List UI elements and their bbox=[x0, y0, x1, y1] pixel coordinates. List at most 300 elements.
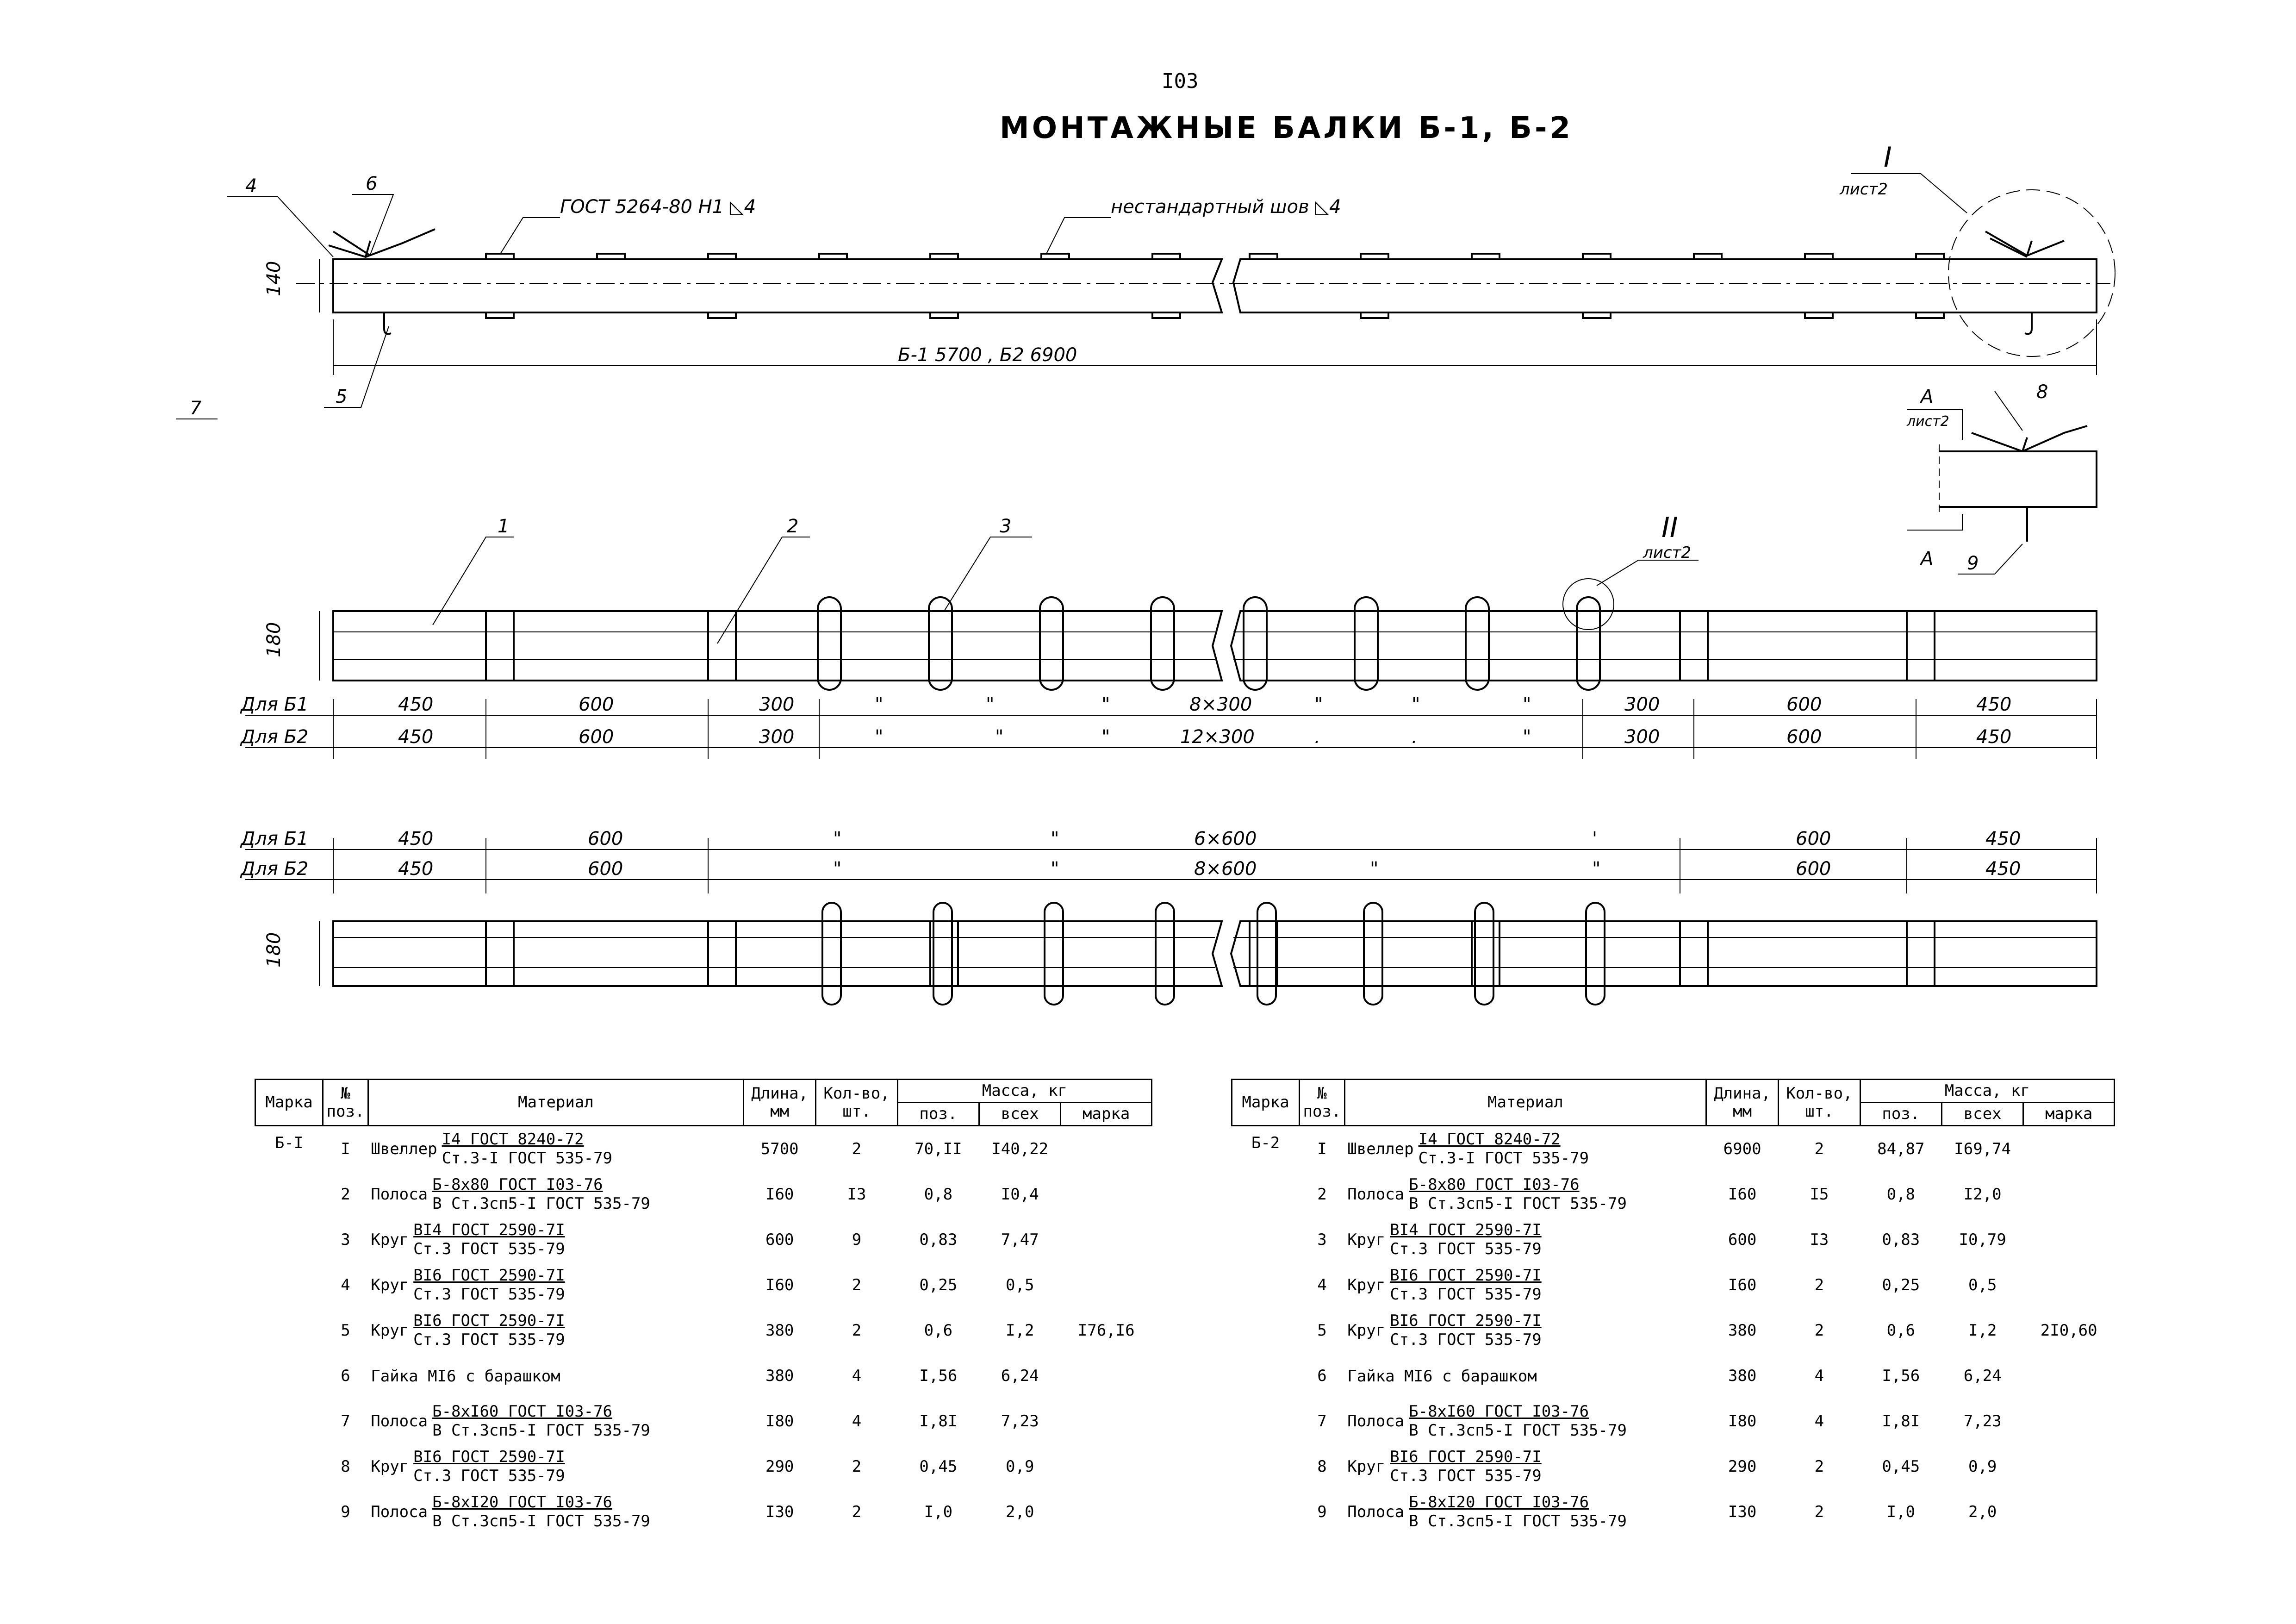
dim-ditto: " bbox=[986, 694, 995, 715]
material-name: Круг bbox=[371, 1276, 409, 1295]
mass-mark-cell bbox=[1061, 1399, 1152, 1444]
plate bbox=[1680, 921, 1708, 986]
col-qty: Кол-во, шт. bbox=[816, 1080, 897, 1126]
mark-cell: Б-I bbox=[274, 1134, 304, 1153]
mass-pos-cell: I,56 bbox=[919, 1367, 958, 1386]
dim-value: 450 bbox=[398, 726, 434, 748]
mass-mark-cell bbox=[1061, 1444, 1152, 1489]
pos-cell: 3 bbox=[1317, 1230, 1327, 1249]
qty-cell: I5 bbox=[1810, 1185, 1829, 1204]
col-mass-mark: марка bbox=[2023, 1103, 2115, 1126]
table-row bbox=[255, 1308, 1152, 1353]
qty-cell: 2 bbox=[852, 1140, 862, 1159]
pos-cell: 2 bbox=[1317, 1185, 1327, 1204]
qty-cell: 4 bbox=[852, 1412, 862, 1431]
material-profile: Б-8хI60 ГОСТ I03-76 bbox=[432, 1402, 613, 1421]
material-steel: Ст.3-I ГОСТ 535-79 bbox=[442, 1149, 613, 1168]
length-cell: 290 bbox=[765, 1457, 794, 1476]
material-profile: ВI6 ГОСТ 2590-7I bbox=[1390, 1448, 1542, 1467]
plate bbox=[1250, 921, 1277, 986]
material-cell bbox=[368, 1126, 743, 1172]
col-length: Длина, мм bbox=[1706, 1080, 1778, 1126]
pos-cell: 8 bbox=[1317, 1457, 1327, 1476]
material-steel: Ст.3 ГОСТ 535-79 bbox=[1390, 1330, 1542, 1349]
lifting-loop bbox=[822, 903, 841, 1005]
callout-9: 9 bbox=[1967, 553, 1979, 574]
pos-cell: 8 bbox=[341, 1457, 350, 1476]
material-profile: Б-8х80 ГОСТ I03-76 bbox=[432, 1175, 603, 1194]
section-arrow-label2: А bbox=[1921, 548, 1934, 569]
dim-ditto: " bbox=[1592, 858, 1601, 880]
mass-pos-cell: I,0 bbox=[924, 1503, 953, 1522]
mass-all-cell: 7,47 bbox=[1001, 1230, 1039, 1249]
mass-all-cell: 0,5 bbox=[1006, 1276, 1034, 1295]
material-profile: Б-8х80 ГОСТ I03-76 bbox=[1409, 1175, 1580, 1194]
detail-II-label: II bbox=[1661, 512, 1678, 544]
col-length: Длина, мм bbox=[744, 1080, 816, 1126]
material-name: Круг bbox=[371, 1321, 409, 1340]
material-profile: Б-8хI60 ГОСТ I03-76 bbox=[1409, 1402, 1589, 1421]
col-mark: Марка bbox=[255, 1080, 323, 1126]
qty-cell: 2 bbox=[852, 1276, 862, 1295]
plan-bottom-height-dim: 180 bbox=[263, 932, 285, 968]
material-cell bbox=[368, 1262, 743, 1308]
dim-ditto: " bbox=[1370, 858, 1379, 880]
material-cell bbox=[368, 1489, 743, 1535]
dim-value: 600 bbox=[1796, 858, 1831, 880]
mass-pos-cell: 0,45 bbox=[1882, 1457, 1920, 1476]
material-steel: В Ст.3сп5-I ГОСТ 535-79 bbox=[1409, 1421, 1627, 1440]
lifting-loop bbox=[1475, 903, 1493, 1005]
material-steel: В Ст.3сп5-I ГОСТ 535-79 bbox=[1409, 1194, 1627, 1213]
mass-all-cell: I0,4 bbox=[1001, 1185, 1039, 1204]
material-name: Гайка МI6 с барашком bbox=[371, 1367, 560, 1386]
callout-3: 3 bbox=[1000, 516, 1012, 537]
mass-mark-cell bbox=[1061, 1353, 1152, 1399]
col-mass-pos: поз. bbox=[897, 1103, 979, 1126]
lifting-loop bbox=[1156, 903, 1174, 1005]
pos-cell: 4 bbox=[1317, 1276, 1327, 1295]
dim-ditto: ' bbox=[1592, 828, 1597, 849]
material-name: Гайка МI6 с барашком bbox=[1347, 1367, 1537, 1386]
col-mass-mark: марка bbox=[1061, 1103, 1152, 1126]
mass-pos-cell: 0,25 bbox=[1882, 1276, 1920, 1295]
length-cell: 600 bbox=[1728, 1230, 1757, 1249]
dim-ditto: " bbox=[1523, 694, 1531, 715]
dim-value: 600 bbox=[1786, 694, 1822, 715]
material-name: Круг bbox=[1347, 1321, 1386, 1340]
mass-pos-cell: 84,87 bbox=[1877, 1140, 1925, 1159]
detail-I-sheet: лист2 bbox=[1840, 180, 1888, 199]
table-row bbox=[255, 1262, 1152, 1308]
dim-value: 8×300 bbox=[1189, 694, 1252, 715]
table-row bbox=[255, 1217, 1152, 1262]
length-cell: 6900 bbox=[1723, 1140, 1761, 1159]
pos-cell: 5 bbox=[1317, 1321, 1327, 1340]
material-name: Полоса bbox=[1347, 1185, 1405, 1204]
length-cell: I60 bbox=[765, 1276, 794, 1295]
dim-value: 600 bbox=[1786, 726, 1822, 748]
pos-cell: 6 bbox=[341, 1367, 350, 1386]
material-name: Круг bbox=[371, 1457, 409, 1476]
mass-all-cell: I2,0 bbox=[1963, 1185, 2002, 1204]
mass-mark-cell bbox=[2023, 1489, 2115, 1535]
dim-value: 450 bbox=[1985, 858, 2021, 880]
mass-mark-cell bbox=[1061, 1217, 1152, 1262]
length-cell: 5700 bbox=[760, 1140, 799, 1159]
qty-cell: 2 bbox=[852, 1503, 862, 1522]
table-row bbox=[1232, 1172, 2115, 1217]
lifting-loop bbox=[1045, 903, 1063, 1005]
material-name: Круг bbox=[1347, 1276, 1386, 1295]
mass-pos-cell: 0,45 bbox=[919, 1457, 958, 1476]
material-profile: ВI4 ГОСТ 2590-7I bbox=[413, 1221, 565, 1240]
pos-cell: 9 bbox=[1317, 1503, 1327, 1522]
pos-cell: 7 bbox=[1317, 1412, 1327, 1431]
table-row bbox=[255, 1172, 1152, 1217]
mass-mark-cell bbox=[2023, 1353, 2115, 1399]
mass-all-cell: 6,24 bbox=[1001, 1367, 1039, 1386]
dim-value: 600 bbox=[1796, 828, 1831, 849]
dim-value: 300 bbox=[1624, 726, 1660, 748]
spec-table-body bbox=[255, 1126, 1152, 1535]
mass-mark-cell bbox=[1061, 1262, 1152, 1308]
mass-all-cell: I69,74 bbox=[1954, 1140, 2011, 1159]
pos-cell: 4 bbox=[341, 1276, 350, 1295]
qty-cell: 4 bbox=[1814, 1367, 1824, 1386]
mass-mark-cell: 2I0,60 bbox=[2040, 1321, 2097, 1340]
material-profile: I4 ГОСТ 8240-72 bbox=[442, 1130, 584, 1149]
length-cell: I80 bbox=[765, 1412, 794, 1431]
plate bbox=[708, 611, 736, 681]
dim-ditto: " bbox=[875, 726, 884, 748]
plate bbox=[1907, 921, 1935, 986]
material-cell bbox=[1344, 1489, 1706, 1535]
dim-label-b1: Для Б1 bbox=[241, 828, 309, 849]
length-cell: I60 bbox=[1728, 1185, 1757, 1204]
wing-nut-left bbox=[329, 229, 435, 257]
length-cell: I80 bbox=[1728, 1412, 1757, 1431]
mass-mark-cell bbox=[1061, 1126, 1152, 1172]
material-profile: ВI6 ГОСТ 2590-7I bbox=[413, 1266, 565, 1285]
mass-all-cell: 0,9 bbox=[1968, 1457, 1997, 1476]
material-cell bbox=[1344, 1126, 1706, 1172]
col-material: Материал bbox=[368, 1080, 743, 1126]
dim-ditto: " bbox=[875, 694, 884, 715]
mass-all-cell: I0,79 bbox=[1959, 1230, 2006, 1249]
table-row bbox=[1232, 1308, 2115, 1353]
mass-mark-cell bbox=[1061, 1172, 1152, 1217]
callout-4: 4 bbox=[245, 175, 257, 197]
callout-7: 7 bbox=[190, 398, 202, 419]
mass-pos-cell: 0,8 bbox=[1886, 1185, 1916, 1204]
material-steel: Ст.3 ГОСТ 535-79 bbox=[1390, 1467, 1542, 1486]
material-steel: В Ст.3сп5-I ГОСТ 535-79 bbox=[432, 1421, 650, 1440]
dim-value: 600 bbox=[579, 694, 614, 715]
table-row bbox=[1232, 1353, 2115, 1399]
lifting-loop bbox=[933, 903, 952, 1005]
callout-5: 5 bbox=[336, 386, 348, 407]
pos-cell: I bbox=[1317, 1140, 1327, 1159]
material-name: Полоса bbox=[1347, 1412, 1405, 1431]
material-cell bbox=[1344, 1399, 1706, 1444]
dim-label-b2: Для Б2 bbox=[241, 858, 309, 880]
mass-mark-cell bbox=[2023, 1262, 2115, 1308]
spec-table-b2 bbox=[1231, 1079, 2115, 1535]
mark-cell: Б-2 bbox=[1251, 1134, 1280, 1153]
mass-pos-cell: 0,6 bbox=[924, 1321, 953, 1340]
material-cell bbox=[368, 1353, 743, 1399]
dim-value: 600 bbox=[588, 828, 623, 849]
elevation-length-dim: Б-1 5700 , Б2 6900 bbox=[898, 344, 1077, 366]
dim-label-b1: Для Б1 bbox=[241, 694, 309, 715]
mass-pos-cell: I,0 bbox=[1886, 1503, 1916, 1522]
material-profile: ВI4 ГОСТ 2590-7I bbox=[1390, 1221, 1542, 1240]
elevation-height-dim: 140 bbox=[263, 261, 285, 296]
material-cell bbox=[1344, 1353, 1706, 1399]
material-steel: В Ст.3сп5-I ГОСТ 535-79 bbox=[432, 1194, 650, 1213]
spec-table-body bbox=[1232, 1126, 2115, 1535]
mass-mark-cell bbox=[1061, 1489, 1152, 1535]
material-steel: В Ст.3сп5-I ГОСТ 535-79 bbox=[1409, 1512, 1627, 1531]
hook-right bbox=[2025, 312, 2032, 334]
qty-cell: I3 bbox=[847, 1185, 866, 1204]
plate bbox=[1907, 611, 1935, 681]
qty-cell: 2 bbox=[1814, 1276, 1824, 1295]
col-material: Материал bbox=[1344, 1080, 1706, 1126]
material-cell bbox=[368, 1217, 743, 1262]
dim-ditto: " bbox=[833, 828, 842, 849]
col-mass-all: всех bbox=[1942, 1103, 2023, 1126]
material-profile: ВI6 ГОСТ 2590-7I bbox=[1390, 1312, 1542, 1330]
plan-top-height-dim: 180 bbox=[263, 622, 285, 657]
mass-mark-cell: I76,I6 bbox=[1077, 1321, 1135, 1340]
qty-cell: 4 bbox=[852, 1367, 862, 1386]
material-name: Швеллер bbox=[1347, 1140, 1414, 1159]
dim-ditto: " bbox=[1412, 694, 1420, 715]
length-cell: 290 bbox=[1728, 1457, 1757, 1476]
mass-all-cell: 7,23 bbox=[1963, 1412, 2002, 1431]
col-mass: Масса, кг bbox=[1860, 1080, 2114, 1103]
length-cell: 380 bbox=[1728, 1367, 1757, 1386]
material-cell bbox=[1344, 1172, 1706, 1217]
dim-value: 300 bbox=[759, 694, 795, 715]
material-name: Полоса bbox=[371, 1412, 428, 1431]
mass-all-cell: 2,0 bbox=[1006, 1503, 1034, 1522]
length-cell: I60 bbox=[765, 1185, 794, 1204]
mass-pos-cell: 0,83 bbox=[1882, 1230, 1920, 1249]
material-steel: Ст.3 ГОСТ 535-79 bbox=[1390, 1285, 1542, 1304]
table-row bbox=[255, 1444, 1152, 1489]
table-row bbox=[1232, 1444, 2115, 1489]
length-cell: 380 bbox=[1728, 1321, 1757, 1340]
pos-cell: 5 bbox=[341, 1321, 350, 1340]
material-name: Круг bbox=[371, 1230, 409, 1249]
mass-pos-cell: 0,25 bbox=[919, 1276, 958, 1295]
col-pos: № поз. bbox=[1300, 1080, 1345, 1126]
qty-cell: 2 bbox=[852, 1457, 862, 1476]
dim-value: 600 bbox=[579, 726, 614, 748]
detail-II-sheet: лист2 bbox=[1643, 543, 1691, 562]
material-name: Круг bbox=[1347, 1230, 1386, 1249]
qty-cell: 2 bbox=[1814, 1140, 1824, 1159]
length-cell: 380 bbox=[765, 1367, 794, 1386]
plate bbox=[486, 611, 514, 681]
dim-value: 8×600 bbox=[1194, 858, 1257, 880]
qty-cell: 2 bbox=[1814, 1503, 1824, 1522]
table-row bbox=[255, 1126, 1152, 1172]
col-mark: Марка bbox=[1232, 1080, 1300, 1126]
material-steel: Ст.3-I ГОСТ 535-79 bbox=[1418, 1149, 1589, 1168]
wing-nut-right bbox=[1985, 231, 2064, 257]
col-mass-pos: поз. bbox=[1860, 1103, 1941, 1126]
material-steel: Ст.3 ГОСТ 535-79 bbox=[413, 1330, 565, 1349]
dim-ditto: " bbox=[1101, 694, 1110, 715]
plate bbox=[1680, 611, 1708, 681]
plan-top bbox=[245, 537, 2097, 759]
pos-cell: 9 bbox=[341, 1503, 350, 1522]
col-pos: № поз. bbox=[323, 1080, 368, 1126]
pos-cell: 7 bbox=[341, 1412, 350, 1431]
mass-pos-cell: 70,II bbox=[915, 1140, 962, 1159]
mass-all-cell: I,2 bbox=[1968, 1321, 1997, 1340]
detail-II-circle bbox=[1563, 579, 1614, 630]
material-name: Круг bbox=[1347, 1457, 1386, 1476]
material-cell bbox=[368, 1308, 743, 1353]
qty-cell: I3 bbox=[1810, 1230, 1829, 1249]
mass-mark-cell bbox=[2023, 1444, 2115, 1489]
mass-pos-cell: I,56 bbox=[1882, 1367, 1920, 1386]
pos-cell: I bbox=[341, 1140, 350, 1159]
length-cell: I30 bbox=[1728, 1503, 1757, 1522]
detail-I-label: I bbox=[1884, 141, 1892, 174]
dim-value: 300 bbox=[759, 726, 795, 748]
dim-value: 450 bbox=[398, 858, 434, 880]
lifting-loop bbox=[1364, 903, 1382, 1005]
callout-6: 6 bbox=[366, 173, 378, 194]
material-name: Швеллер bbox=[371, 1140, 437, 1159]
material-cell bbox=[1344, 1262, 1706, 1308]
dim-value: 450 bbox=[1976, 694, 2012, 715]
mass-mark-cell bbox=[2023, 1172, 2115, 1217]
material-steel: Ст.3 ГОСТ 535-79 bbox=[1390, 1240, 1542, 1259]
callout-8: 8 bbox=[2036, 381, 2048, 403]
mass-all-cell: 6,24 bbox=[1963, 1367, 2002, 1386]
dim-ditto: " bbox=[1051, 828, 1059, 849]
material-profile: I4 ГОСТ 8240-72 bbox=[1418, 1130, 1561, 1149]
qty-cell: 4 bbox=[1814, 1412, 1824, 1431]
length-cell: I30 bbox=[765, 1503, 794, 1522]
dim-ditto: " bbox=[995, 726, 1004, 748]
dim-value: 300 bbox=[1624, 694, 1660, 715]
col-qty: Кол-во, шт. bbox=[1779, 1080, 1860, 1126]
length-cell: 600 bbox=[765, 1230, 794, 1249]
pos-cell: 3 bbox=[341, 1230, 350, 1249]
mass-all-cell: I,2 bbox=[1006, 1321, 1034, 1340]
mass-pos-cell: I,8I bbox=[919, 1412, 958, 1431]
col-mass: Масса, кг bbox=[897, 1080, 1151, 1103]
mass-all-cell: 0,5 bbox=[1968, 1276, 1997, 1295]
dim-value: 450 bbox=[1976, 726, 2012, 748]
dim-value: 12×300 bbox=[1180, 726, 1255, 748]
material-name: Полоса bbox=[371, 1503, 428, 1522]
material-name: Полоса bbox=[371, 1185, 428, 1204]
table-row bbox=[1232, 1489, 2115, 1535]
dim-value: 600 bbox=[588, 858, 623, 880]
dim-value: 450 bbox=[1985, 828, 2021, 849]
material-cell bbox=[368, 1399, 743, 1444]
plate bbox=[486, 921, 514, 986]
mass-pos-cell: 0,83 bbox=[919, 1230, 958, 1249]
pos-cell: 2 bbox=[341, 1185, 350, 1204]
qty-cell: 2 bbox=[1814, 1321, 1824, 1340]
mass-all-cell: 7,23 bbox=[1001, 1412, 1039, 1431]
mass-all-cell: 2,0 bbox=[1968, 1503, 1997, 1522]
material-cell bbox=[368, 1444, 743, 1489]
dim-value: 450 bbox=[398, 828, 434, 849]
dim-ditto: " bbox=[1051, 858, 1059, 880]
page-number: I03 bbox=[1162, 69, 1199, 93]
dim-value: 450 bbox=[398, 694, 434, 715]
pos-cell: 6 bbox=[1317, 1367, 1327, 1386]
plate bbox=[708, 921, 736, 986]
dim-ditto: " bbox=[1314, 694, 1323, 715]
dim-ditto: . bbox=[1412, 726, 1418, 748]
material-steel: Ст.3 ГОСТ 535-79 bbox=[413, 1467, 565, 1486]
material-steel: Ст.3 ГОСТ 535-79 bbox=[413, 1285, 565, 1304]
weld-note-right: нестандартный шов ◺4 bbox=[1111, 196, 1341, 218]
weld-note-left: ГОСТ 5264-80 Н1 ◺4 bbox=[560, 196, 756, 218]
callout-2: 2 bbox=[787, 516, 799, 537]
table-row bbox=[1232, 1217, 2115, 1262]
mass-pos-cell: 0,8 bbox=[924, 1185, 953, 1204]
table-row bbox=[1232, 1126, 2115, 1172]
material-steel: В Ст.3сп5-I ГОСТ 535-79 bbox=[432, 1512, 650, 1531]
drawing-title: МОНТАЖНЫЕ БАЛКИ Б-1, Б-2 bbox=[1000, 111, 1574, 145]
lifting-loop bbox=[1586, 903, 1605, 1005]
material-cell bbox=[1344, 1444, 1706, 1489]
mass-mark-cell bbox=[2023, 1126, 2115, 1172]
qty-cell: 2 bbox=[852, 1321, 862, 1340]
dim-ditto: " bbox=[1101, 726, 1110, 748]
weld-pads bbox=[486, 254, 1944, 318]
spec-table-b1 bbox=[255, 1079, 1152, 1535]
table-row bbox=[1232, 1262, 2115, 1308]
qty-cell: 2 bbox=[1814, 1457, 1824, 1476]
mass-mark-cell bbox=[2023, 1399, 2115, 1444]
material-name: Полоса bbox=[1347, 1503, 1405, 1522]
table-row bbox=[255, 1353, 1152, 1399]
mass-all-cell: I40,22 bbox=[991, 1140, 1049, 1159]
col-mass-all: всех bbox=[979, 1103, 1061, 1126]
section-arrow-label: А bbox=[1921, 386, 1934, 407]
mass-pos-cell: I,8I bbox=[1882, 1412, 1920, 1431]
dim-ditto: " bbox=[1523, 726, 1531, 748]
length-cell: 380 bbox=[765, 1321, 794, 1340]
material-profile: Б-8хI20 ГОСТ I03-76 bbox=[432, 1493, 613, 1512]
table-row bbox=[255, 1399, 1152, 1444]
material-profile: Б-8хI20 ГОСТ I03-76 bbox=[1409, 1493, 1589, 1512]
material-cell bbox=[1344, 1217, 1706, 1262]
qty-cell: 9 bbox=[852, 1230, 862, 1249]
table-row bbox=[1232, 1399, 2115, 1444]
lifting-loop bbox=[1257, 903, 1276, 1005]
dim-ditto: " bbox=[833, 858, 842, 880]
dim-value: 6×600 bbox=[1194, 828, 1257, 849]
callout-1: 1 bbox=[498, 516, 510, 537]
length-cell: I60 bbox=[1728, 1276, 1757, 1295]
material-cell bbox=[368, 1172, 743, 1217]
